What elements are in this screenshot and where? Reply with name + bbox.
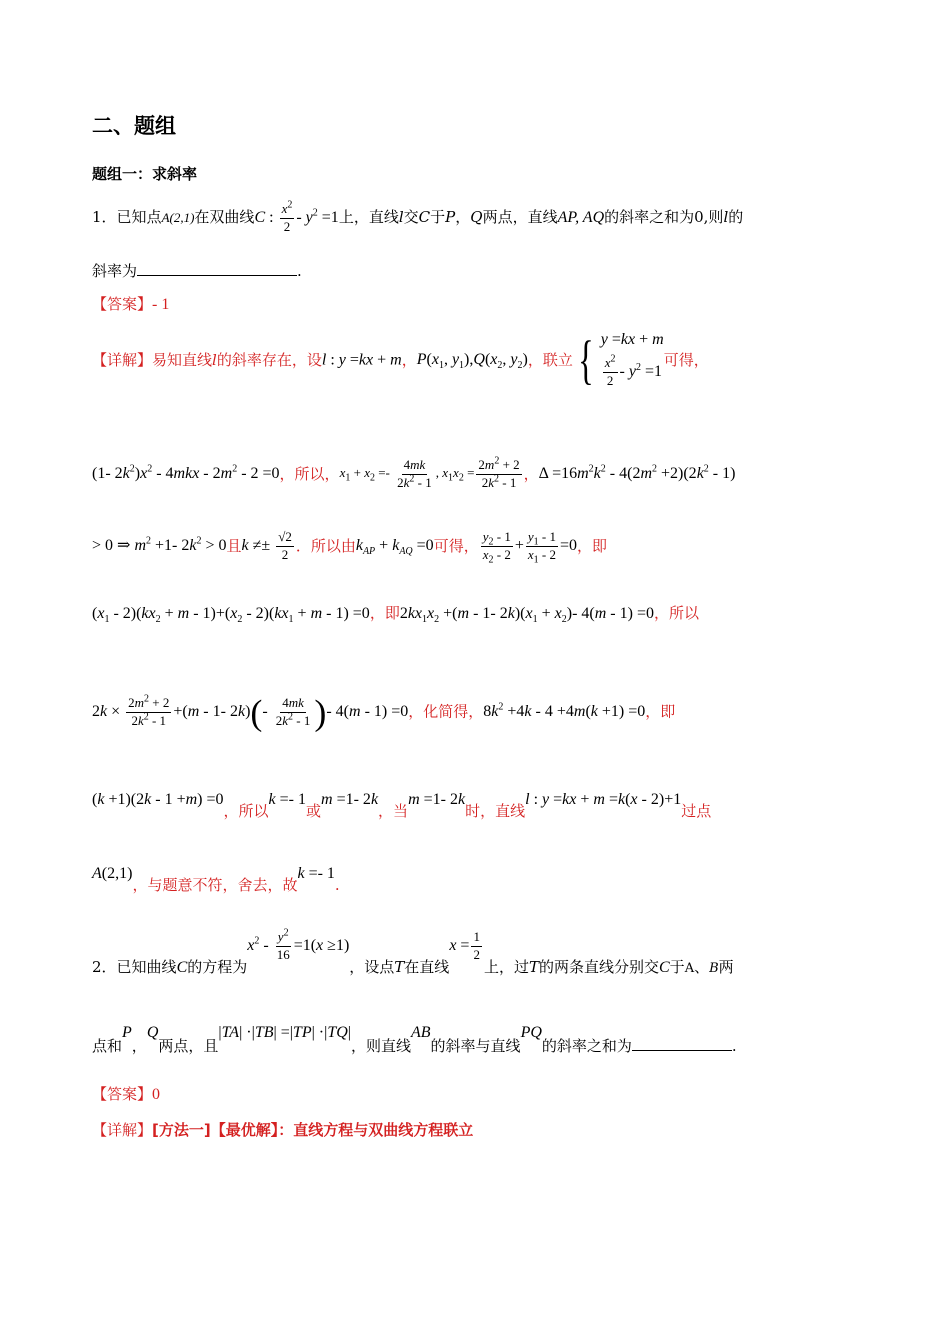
answer-blank xyxy=(137,275,297,276)
detail-2-heading: 【详解】[方法一]【最优解】：直线方程与双曲线方程联立 xyxy=(92,1121,474,1139)
answer-value: 0 xyxy=(152,1086,161,1103)
question-2-line-1: 2．已知曲线C的方程为$x^2$ - $\frac{y^2}{16}$ =1(x ≥1)，设点T在直线x = $\frac{1}{2}$ 上，过T的两条直线分别交C于A、B两 xyxy=(92,927,734,977)
question-2-line-2: 点和P，Q两点，且|TA| ·|TB| =|TP| ·|TQ|，则直线AB的斜率与直线PQ的斜率之和为 . xyxy=(92,1024,737,1055)
detail-1-line-7: A(2,1)，与题意不符，舍去，故k =- 1. xyxy=(92,865,340,894)
length-equation: |TA| ·|TB| =|TP| ·|TQ| xyxy=(218,1024,351,1041)
question-number: 1． xyxy=(92,208,117,227)
answer-value: - 1 xyxy=(152,296,170,313)
equation-system: { y =kx + m $\frac{x^2}{2}$ - $y^2 =1$ xyxy=(578,330,664,391)
question-number: 2． xyxy=(92,958,117,977)
detail-1-line-3: > 0 ⇒ $m^2 +1-$ $2k^2 > 0$且k ≠± $\frac{√2}{2}$ ．所以由$k_{AP} + k_{AQ} =0$可得， $\frac{y_2 - 1}{x_2 - 2}$ + $\frac{y_1 - 1}{x_1 - 2}$ =0，即 xyxy=(92,529,608,566)
detail-1-line-4: $(x_1 - 2)(kx_2 + m - 1)+(x_2 - 2)(kx_1 + m - 1) =0$，即$2kx_1x_2 +(m - 1-$ $2k)(x_1 + x_2)-$ 4(m - 1) =0，所以 xyxy=(92,604,699,626)
line-equation: x = $\frac{1}{2}$ xyxy=(449,929,480,962)
detail-label: 【详解】 xyxy=(92,1121,153,1139)
answer-label: 【答案】 xyxy=(92,1085,153,1103)
detail-1-line-1: 【详解】易知直线l的斜率存在，设l : y =kx + m，$P(x_1$, $y_1),Q(x_2$, $y_2$)，联立 { y =kx + m $\frac{x^2}{2}$ - $y^2 =1$ 可得， xyxy=(92,330,709,391)
question-1-line-1: 1．已知点A(2,1)在双曲线C : $\frac{x^2}{2}$ - $y^2 =1$上，直线l交C于P，Q两点，直线AP, AQ的斜率之和为0,则l的 xyxy=(92,199,744,234)
group-title: 题组一：求斜率 xyxy=(92,165,198,183)
detail-1-line-6: (k +1)(2k - 1 +m) =0，所以k =- 1或m =1- 2k，当m =1- 2k时，直线l : y =kx + m =k(x - 2)+1过点 xyxy=(92,791,712,820)
answer-1 xyxy=(92,297,169,313)
hyperbola-equation: C : $\frac{x^2}{2}$ - $y^2 =1$ xyxy=(254,199,339,234)
question-1-line-2: 斜率为 . xyxy=(92,262,302,280)
detail-1-line-5: 2k × $\frac{2m^2 + 2}{2k^2 - 1}$ +(m - 1- 2k)(- $\frac{4mk}{2k^2 - 1}$ )- 4(m - 1) =0，化简得，$8k^2 +4k - 4 +4m(k +1) =0$，即 xyxy=(92,692,676,732)
answer-blank xyxy=(632,1050,732,1051)
detail-1-line-2: (1- $2k^2)x^2 - 4mkx - 2m^2 - 2 =0$，所以，$x_1 + x_2$ =- $\frac{4mk}{2k^2 - 1}$ , $x_1x_2$ = $\frac{2m^2 + 2}{2k^2 - 1}$ ，$\Delta =16m^2k^2 - 4(2m^2 +2)(2k^2 - 1)$ xyxy=(92,455,736,490)
answer-2 xyxy=(92,1087,160,1103)
answer-label: 【答案】 xyxy=(92,295,153,313)
section-title: 二、题组 xyxy=(92,114,176,138)
curve-equation: $x^2$ - $\frac{y^2}{16}$ =1(x ≥1) xyxy=(247,927,350,962)
